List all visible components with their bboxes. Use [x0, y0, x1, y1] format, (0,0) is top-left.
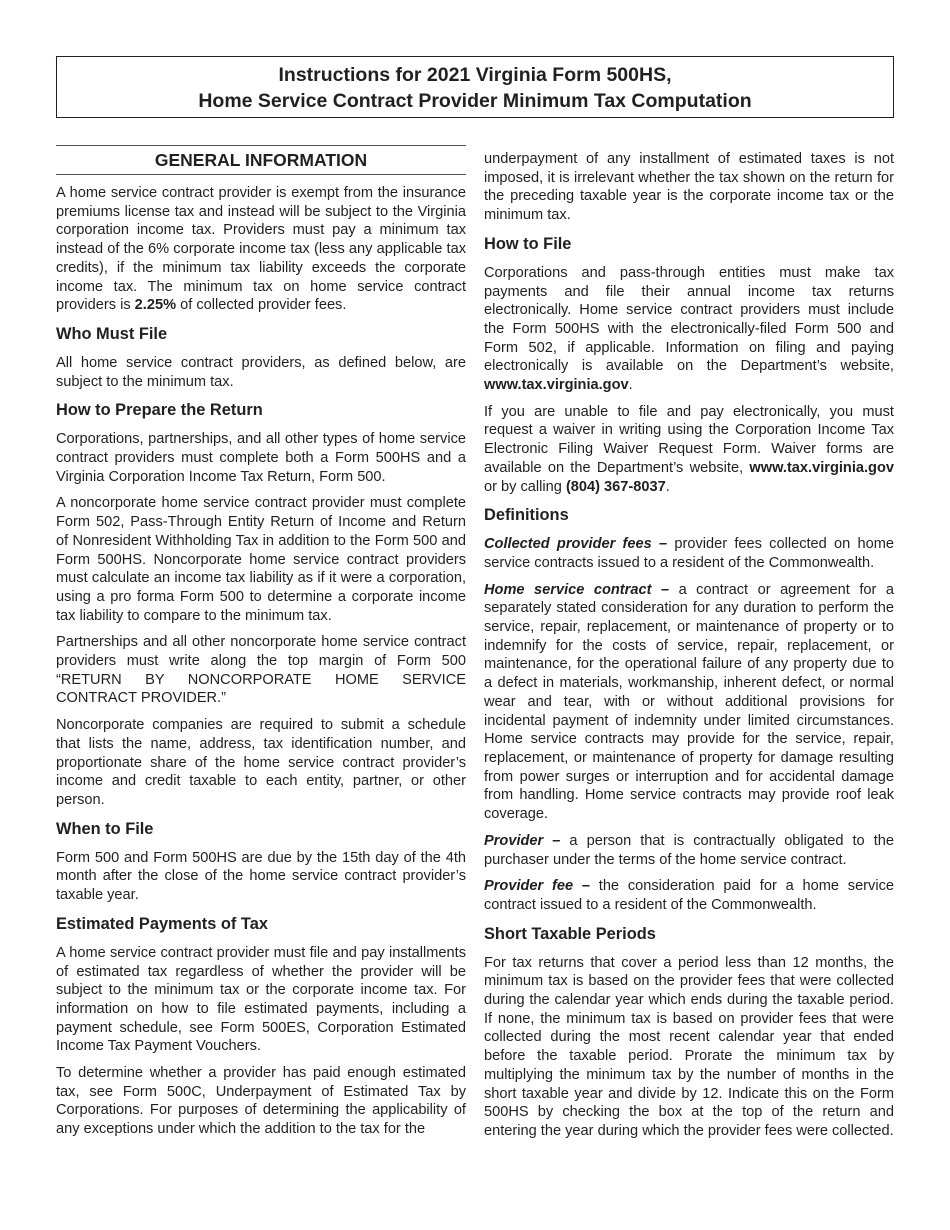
prepare-paragraph-3: Partnerships and all other noncorporate home service contract providers must write along the top margin of Form 500 “RETURN BY NONCORPORATE HOME SERVICE CONTRACT PROVIDER.” [56, 634, 466, 707]
short-taxable-periods-heading: Short Taxable Periods [484, 924, 656, 943]
website-link[interactable]: www.tax.virginia.gov [484, 377, 629, 394]
who-must-file-heading: Who Must File [56, 324, 168, 343]
phone-number: (804) 367-8037 [565, 478, 666, 495]
estimated-payments-heading: Estimated Payments of Tax [56, 914, 268, 933]
definition-provider: Provider – a person that is contractually obligated to the purchaser under the terms of the home service contract. [484, 832, 894, 868]
who-must-file-text: All home service contract providers, as defined below, are subject to the minimum tax. [56, 354, 466, 390]
left-column [56, 145, 466, 1147]
intro-paragraph: A home service contract provider is exempt from the insurance premiums license tax and instead will be subject to the Virginia corporation income tax. Providers must pay a minimum tax instead of the 6% corporate income tax (less any applicable tax credits), if the minimum tax liability exceeds the corporate income tax. The minimum tax on home service contract providers is 2.25% of collected provider fees. [56, 185, 466, 314]
title-line-2: Home Service Contract Provider Minimum Tax Computation [198, 90, 752, 112]
definition-home-service-contract: Home service contract – a contract or agreement for a separately stated consideration for any duration to perform the service, repair, replacement, or maintenance of property or to indemnify for the costs of service, repair, replacement, or maintenance, for the operational failure of any property due to a defect in materials, workmanship, inherent defect, or normal wear and tear, with or without additional provisions for incidental payment of indemnity under limited circumstances. Home service contracts may provide for the service, repair, replacement, or maintenance of property for damage resulting from power surges or interruption and for accidental damage from handling. Home service contracts may provide roof leak coverage. [484, 581, 894, 823]
estimated-paragraph-2: To determine whether a provider has paid enough estimated tax, see Form 500C, Underpayment of Estimated Tax by Corporations. For purposes of determining the applicability of any exceptions under which the addition to the tax for the [56, 1065, 466, 1138]
prepare-paragraph-4: Noncorporate companies are required to submit a schedule that lists the name, address, tax identification number, and proportionate share of the home service contract provider’s income and credit taxable to each entity, partner, or other person. [56, 717, 466, 808]
definitions-heading: Definitions [484, 506, 569, 525]
continued-paragraph: underpayment of any installment of estimated taxes is not imposed, it is irrelevant whether the tax shown on the return for the preceding taxable year is the corporate income tax or the minimum tax. [484, 151, 894, 224]
short-taxable-periods-text: For tax returns that cover a period less than 12 months, the minimum tax is based on the provider fees that were collected during the calendar year which ends during the taxable period. If none, the minimum tax is based on provider fees that were collected during the most recent calendar year that ended before the taxable period. Prorate the minimum tax by multiplying the minimum tax by the number of months in the short taxable year and divide by 12. Indicate this on the Form 500HS by checking the box at the top of the return and entering the year during which the provider fees were collected. [484, 954, 894, 1139]
right-column [484, 150, 894, 1149]
prepare-paragraph-2: A noncorporate home service contract provider must complete Form 502, Pass-Through Entity Return of Income and Return of Nonresident Withholding Tax in addition to the Form 500 and Form 500HS. Noncorporate home service contract providers must calculate an income tax liability as if it were a corporation, using a pro forma Form 500 to determine a corporate income tax liability to compare to the minimum tax. [56, 495, 466, 624]
website-link-2[interactable]: www.tax.virginia.gov [749, 459, 894, 476]
document-title-box [56, 56, 894, 118]
estimated-paragraph-1: A home service contract provider must file and pay installments of estimated tax regardless of whether the provider will be subject to the minimum tax or the corporate income tax. For information on how to file estimated payments, including a payment schedule, see Form 500ES, Corporation Estimated Income Tax Payment Vouchers. [56, 944, 466, 1055]
when-to-file-heading: When to File [56, 819, 154, 838]
when-to-file-text: Form 500 and Form 500HS are due by the 15th day of the 4th month after the close of the home service contract provider’s taxable year. [56, 849, 466, 904]
how-to-prepare-heading: How to Prepare the Return [56, 401, 263, 420]
general-information-heading: GENERAL INFORMATION [56, 145, 466, 175]
how-to-file-heading: How to File [484, 234, 572, 253]
definition-collected-provider-fees: Collected provider fees – provider fees collected on home service contracts issued to a resident of the Commonwealth. [484, 536, 894, 571]
how-to-file-paragraph-2: If you are unable to file and pay electronically, you must request a waiver in writing using the Corporation Income Tax Electronic Filing Waiver Request Form. Waiver forms are available on the Department’s website, www.tax.virginia.gov or by calling (804) 367-8037. [484, 403, 894, 495]
how-to-file-paragraph-1: Corporations and pass-through entities must make tax payments and file their annual income tax returns electronically. Home service contract providers must include the Form 500HS with the electronically-filed Form 500 and Form 502, if applicable. Information on filing and paying electronically is available on the Department’s website, www.tax.virginia.gov. [484, 264, 894, 394]
definition-provider-fee: Provider fee – the consideration paid for a home service contract issued to a resident of the Commonwealth. [484, 878, 894, 913]
prepare-paragraph-1: Corporations, partnerships, and all other types of home service contract providers must complete both a Form 500HS and a Virginia Corporation Income Tax Return, Form 500. [56, 431, 466, 485]
title-line-1: Instructions for 2021 Virginia Form 500HS, [278, 64, 672, 86]
minimum-tax-rate: 2.25% [134, 297, 177, 314]
